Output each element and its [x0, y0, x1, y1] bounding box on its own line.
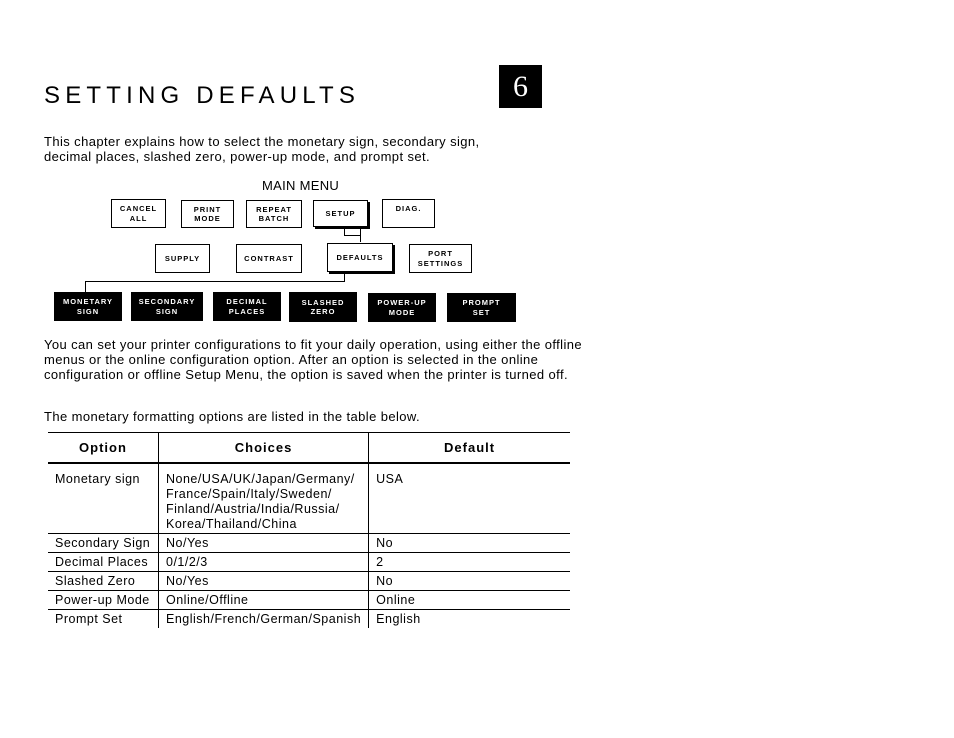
menu-node-print-mode[interactable]: PRINT MODE: [181, 200, 234, 228]
option-cell: Slashed Zero: [48, 572, 159, 591]
menu-node-setup[interactable]: SETUP: [313, 200, 368, 227]
menu-node-decimal-places[interactable]: DECIMAL PLACES: [213, 292, 281, 321]
table-row: [48, 572, 570, 591]
connector-line: [344, 235, 361, 236]
table-row: [48, 610, 570, 629]
menu-node-monetary-sign[interactable]: MONETARY SIGN: [54, 292, 122, 321]
intro-paragraph: This chapter explains how to select the monetary sign, secondary sign, decimal places, slashed zero, power-up mode, and prompt set.: [44, 134, 480, 164]
menu-node-diag[interactable]: DIAG.: [382, 199, 435, 228]
menu-diagram-caption: MAIN MENU: [262, 178, 340, 193]
table-row: [48, 463, 570, 534]
default-cell: Online: [369, 591, 570, 610]
menu-node-contrast[interactable]: CONTRAST: [236, 244, 302, 273]
menu-node-power-up-mode[interactable]: POWER-UP MODE: [368, 293, 436, 322]
option-cell: Decimal Places: [48, 553, 159, 572]
default-cell: 2: [369, 553, 570, 572]
default-cell: No: [369, 572, 570, 591]
menu-node-slashed-zero[interactable]: SLASHED ZERO: [289, 292, 357, 322]
table-row: [48, 534, 570, 553]
table-row: [48, 591, 570, 610]
menu-node-cancel-all[interactable]: CANCEL ALL: [111, 199, 166, 228]
choices-cell: No/Yes: [159, 572, 369, 591]
table-header-row: [48, 433, 570, 464]
column-header-choices: Choices: [159, 433, 369, 464]
option-cell: Prompt Set: [55, 612, 123, 626]
menu-node-defaults[interactable]: DEFAULTS: [327, 243, 393, 272]
column-header-default: Default: [369, 433, 570, 464]
table-intro-paragraph: The monetary formatting options are listed in the table below.: [44, 409, 420, 424]
choices-cell: Online/Offline: [159, 591, 369, 610]
choices-cell: None/USA/UK/Japan/Germany/ France/Spain/Italy/Sweden/ Finland/Austria/India/Russia/ Korea/Thailand/China: [159, 463, 369, 534]
connector-line: [360, 228, 361, 242]
body-paragraph: You can set your printer configurations to fit your daily operation, using either the offline menus or the online configuration option. After an option is selected in the online configuration or offline Setup Menu, the option is saved when the printer is turned off.: [44, 337, 583, 382]
column-header-option: Option: [48, 433, 159, 464]
chapter-number-badge: 6: [499, 65, 542, 108]
options-table: [48, 432, 570, 628]
connector-line: [85, 281, 345, 282]
choices-cell: 0/1/2/3: [159, 553, 369, 572]
connector-line: [344, 273, 345, 282]
table-row: [48, 553, 570, 572]
choices-cell: No/Yes: [159, 534, 369, 553]
option-cell: Power-up Mode: [48, 591, 159, 610]
default-cell: No: [369, 534, 570, 553]
menu-node-prompt-set[interactable]: PROMPT SET: [447, 293, 516, 322]
choices-cell: English/French/German/Spanish: [159, 610, 369, 629]
option-cell: Secondary Sign: [48, 534, 159, 553]
menu-node-repeat-batch[interactable]: REPEAT BATCH: [246, 200, 302, 228]
connector-line: [344, 228, 345, 236]
default-cell: English: [369, 610, 570, 629]
menu-node-secondary-sign[interactable]: SECONDARY SIGN: [131, 292, 203, 321]
option-cell: Monetary sign: [48, 463, 159, 534]
menu-node-supply[interactable]: SUPPLY: [155, 244, 210, 273]
page-title: SETTING DEFAULTS: [44, 82, 361, 109]
menu-node-port-settings[interactable]: PORT SETTINGS: [409, 244, 472, 273]
default-cell: USA: [369, 463, 570, 534]
